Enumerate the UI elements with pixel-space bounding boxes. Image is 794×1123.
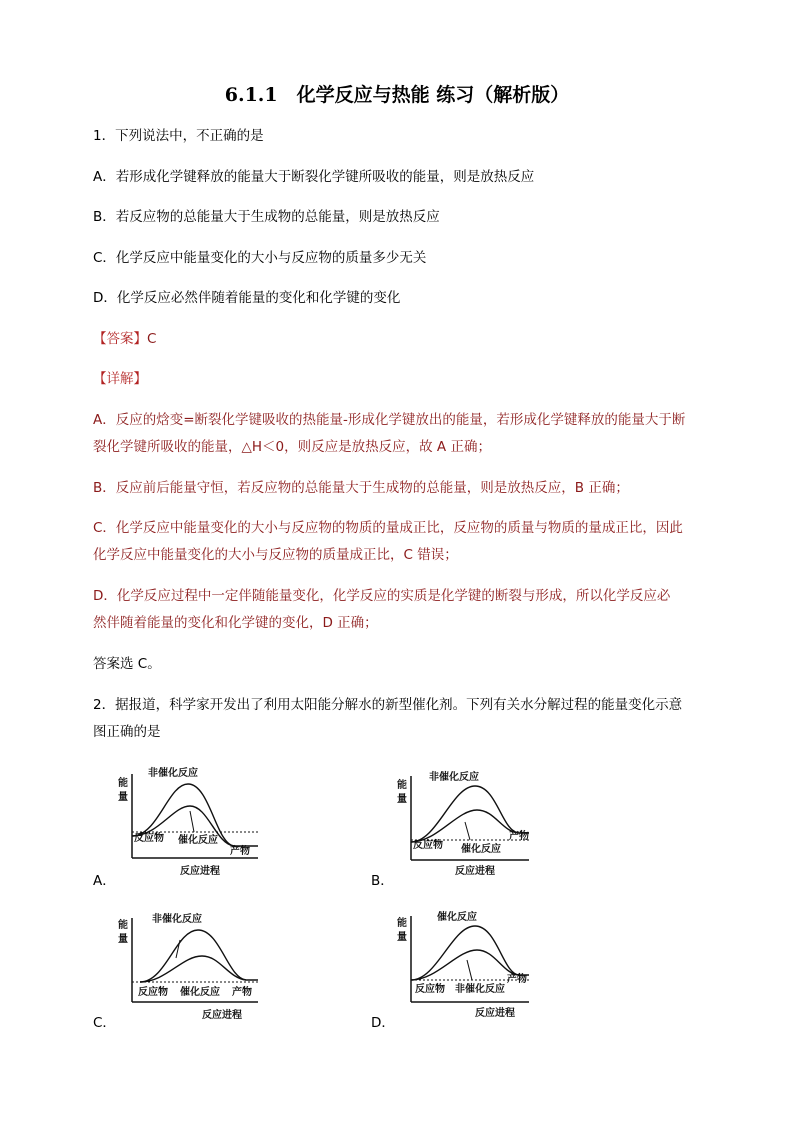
q1-option-a: A．若形成化学键释放的能量大于断裂化学键所吸收的能量，则是放热反应 <box>93 169 535 185</box>
q2-option-b-diagram <box>397 770 537 878</box>
lower-label: 催化反应 <box>461 844 501 855</box>
y-axis-label-2: 量 <box>397 932 407 943</box>
product-label: 产物 <box>232 987 252 998</box>
y-axis-label-1: 能 <box>118 778 128 789</box>
lower-label: 非催化反应 <box>455 984 505 995</box>
explanation-a-line2: 裂化学键所吸收的能量，△H＜0，则反应是放热反应，故 A 正确； <box>93 439 491 455</box>
lower-label: 催化反应 <box>178 835 218 846</box>
q2-option-d-diagram <box>397 908 537 1020</box>
upper-label: 非催化反应 <box>152 914 202 925</box>
lower-pointer <box>190 811 194 832</box>
y-axis-label-1: 能 <box>118 920 128 931</box>
upper-pointer <box>176 940 180 958</box>
q1-conclusion: 答案选 C。 <box>93 656 161 672</box>
product-label: 产物 <box>507 974 527 985</box>
y-axis-label-2: 量 <box>118 792 128 803</box>
answer-tag: 【答案】 <box>93 331 147 347</box>
x-axis-label: 反应进程 <box>202 1010 242 1021</box>
q1-option-b: B．若反应物的总能量大于生成物的总能量，则是放热反应 <box>93 209 440 225</box>
q1-option-d: D．化学反应必然伴随着能量的变化和化学键的变化 <box>93 290 401 306</box>
q2-option-c-diagram <box>118 910 263 1022</box>
q2-option-c-label: C． <box>93 1015 116 1031</box>
product-label: 产物 <box>509 831 529 842</box>
q1-answer <box>93 330 156 348</box>
explanation-c-line2: 化学反应中能量变化的大小与反应物的质量成正比，C 错误； <box>93 547 458 563</box>
explanation-d-line2: 然伴随着能量的变化和化学键的变化，D 正确； <box>93 615 378 631</box>
explanation-a-line1: A．反应的焓变=断裂化学键吸收的热能量-形成化学键放出的能量，若形成化学键释放的能量大于断 <box>93 412 686 428</box>
q1-option-c: C．化学反应中能量变化的大小与反应物的质量多少无关 <box>93 250 427 266</box>
q2-stem-line2: 图正确的是 <box>93 724 161 740</box>
y-axis-label-2: 量 <box>118 934 128 945</box>
x-axis-label: 反应进程 <box>455 866 495 877</box>
lower-curve <box>140 956 246 982</box>
y-axis-label-1: 能 <box>397 780 407 791</box>
reactant-label: 反应物 <box>134 833 164 844</box>
reactant-label: 反应物 <box>413 840 443 851</box>
q2-option-a-label: A． <box>93 873 116 889</box>
lower-label: 催化反应 <box>180 987 220 998</box>
q2-option-d-label: D． <box>371 1015 395 1031</box>
q1-stem: 1．下列说法中，不正确的是 <box>93 128 264 144</box>
y-axis-label-2: 量 <box>397 794 407 805</box>
upper-label: 非催化反应 <box>429 772 479 783</box>
q2-option-b-label: B． <box>371 873 394 889</box>
product-label: 产物 <box>230 846 250 857</box>
detail-tag: 【详解】 <box>93 371 147 387</box>
x-axis-label: 反应进程 <box>475 1008 515 1019</box>
explanation-c-line1: C．化学反应中能量变化的大小与反应物的物质的量成正比，反应物的质量与物质的量成正比，因此 <box>93 520 683 536</box>
lower-curve <box>411 810 519 842</box>
page-title: 6.1.1 化学反应与热能 练习（解析版） <box>224 84 570 106</box>
reactant-label: 反应物 <box>138 987 168 998</box>
answer-value: C <box>147 331 157 347</box>
y-axis-label-1: 能 <box>397 918 407 929</box>
lower-curve <box>411 950 519 980</box>
upper-label: 催化反应 <box>437 912 477 923</box>
explanation-d-line1: D．化学反应过程中一定伴随能量变化，化学反应的实质是化学键的断裂与形成，所以化学反应必 <box>93 588 671 604</box>
q2-option-a-diagram <box>118 766 263 878</box>
upper-label: 非催化反应 <box>148 768 198 779</box>
lower-pointer <box>465 822 470 840</box>
lower-pointer <box>467 960 472 980</box>
q2-stem-line1: 2．据报道，科学家开发出了利用太阳能分解水的新型催化剂。下列有关水分解过程的能量变化示意 <box>93 697 683 713</box>
explanation-b: B．反应前后能量守恒，若反应物的总能量大于生成物的总能量，则是放热反应，B 正确； <box>93 480 629 496</box>
reactant-label: 反应物 <box>415 984 445 995</box>
x-axis-label: 反应进程 <box>180 866 220 877</box>
